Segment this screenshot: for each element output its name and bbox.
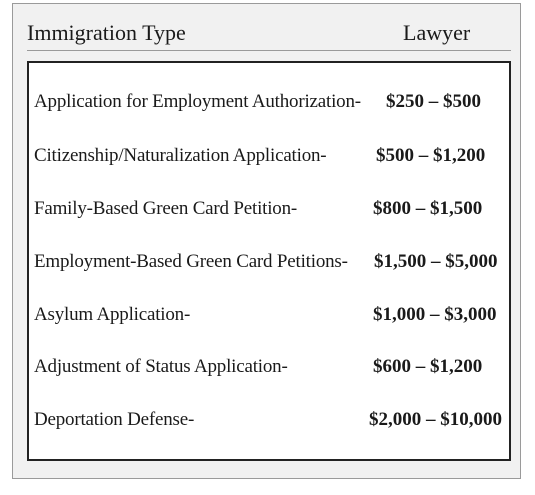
lawyer-fee-range: $2,000 – $10,000 (369, 409, 502, 430)
immigration-type-label: Citizenship/Naturalization Application- (34, 145, 327, 166)
fee-row (29, 247, 509, 277)
fee-row (29, 87, 509, 117)
fee-row (29, 405, 509, 435)
fee-row (29, 352, 509, 382)
lawyer-fee-range: $1,000 – $3,000 (373, 304, 497, 325)
fee-row (29, 141, 509, 171)
immigration-type-label: Adjustment of Status Application- (34, 356, 288, 377)
fee-row (29, 300, 509, 330)
lawyer-fee-range: $1,500 – $5,000 (374, 251, 498, 272)
immigration-type-label: Deportation Defense- (34, 409, 195, 430)
immigration-type-label: Family-Based Green Card Petition- (34, 198, 298, 219)
fee-list (27, 61, 511, 461)
column-header-immigration-type: Immigration Type (27, 20, 186, 45)
lawyer-fee-range: $800 – $1,500 (373, 198, 483, 219)
column-header-lawyer: Lawyer (403, 20, 471, 45)
lawyer-fee-range: $250 – $500 (386, 91, 481, 112)
header-divider (27, 50, 511, 51)
immigration-type-label: Application for Employment Authorization- (34, 91, 361, 112)
lawyer-fee-range: $600 – $1,200 (373, 356, 483, 377)
fee-row (29, 194, 509, 224)
fee-table-card (12, 3, 521, 479)
table-header (27, 10, 508, 50)
immigration-type-label: Employment-Based Green Card Petitions- (34, 251, 348, 272)
lawyer-fee-range: $500 – $1,200 (376, 145, 486, 166)
immigration-type-label: Asylum Application- (34, 304, 191, 325)
